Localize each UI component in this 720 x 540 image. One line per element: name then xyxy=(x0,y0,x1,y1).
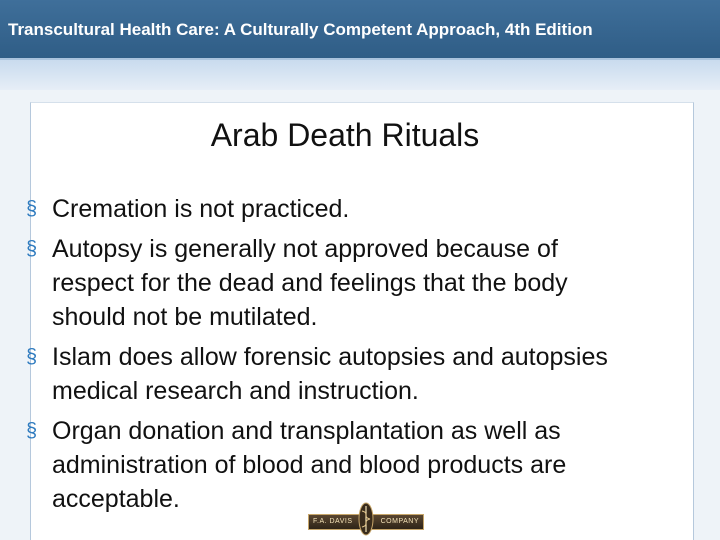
bullet-text: Islam does allow forensic autopsies and autopsies medical research and instruction. xyxy=(52,343,608,405)
bullet-marker-icon: § xyxy=(26,238,38,260)
publisher-logo xyxy=(308,502,424,536)
bullet-text: Autopsy is generally not approved because of respect for the dead and feelings that the body should not be mutilated. xyxy=(52,235,568,331)
bullet-list xyxy=(26,192,646,522)
bullet-item xyxy=(26,340,646,408)
bullet-marker-icon: § xyxy=(26,346,38,368)
header-title: Transcultural Health Care: A Culturally Competent Approach, 4th Edition xyxy=(8,20,593,39)
bullet-text: Cremation is not practiced. xyxy=(52,195,350,223)
bullet-marker-icon: § xyxy=(26,198,38,220)
slide-title: Arab Death Rituals xyxy=(210,117,480,153)
bullet-marker-icon: § xyxy=(26,420,38,442)
header-band xyxy=(0,58,720,90)
logo-text-right: COMPANY xyxy=(380,518,419,525)
caduceus-icon xyxy=(358,502,374,536)
logo-text-left: F.A. DAVIS xyxy=(313,518,353,525)
bullet-text: Organ donation and transplantation as well as administration of blood and blood products are acceptable. xyxy=(52,417,567,513)
header-bar xyxy=(0,0,720,58)
bullet-item xyxy=(26,414,646,516)
bullet-item xyxy=(26,232,646,334)
bullet-item xyxy=(26,192,646,226)
